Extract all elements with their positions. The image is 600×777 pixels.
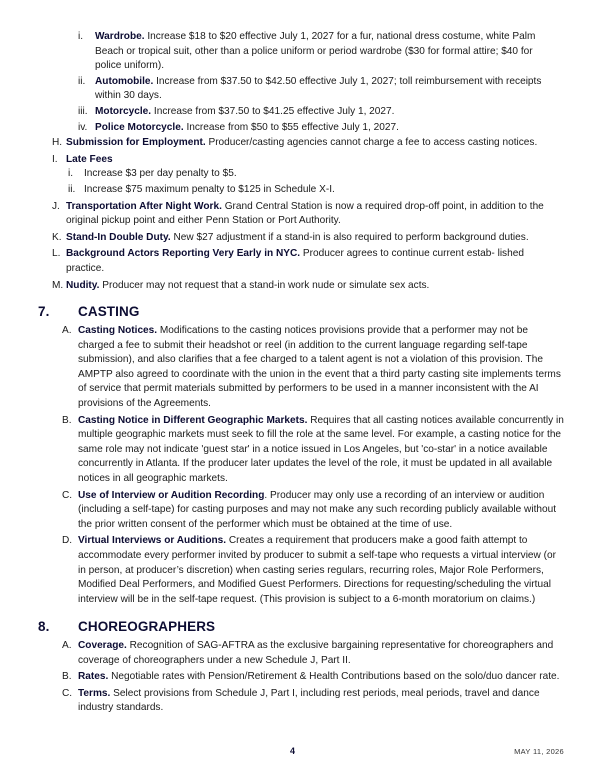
item-heading: Wardrobe. — [95, 31, 145, 42]
list-item-casting-notices — [62, 324, 564, 412]
item-text: Producer/casting agencies cannot charge a fee to access casting notices. — [205, 137, 538, 149]
list-marker: I. — [52, 153, 58, 165]
section-number: 8. — [38, 619, 50, 634]
section-casting — [38, 304, 564, 609]
list-item-nudity — [52, 279, 554, 294]
item-heading: Submission for Employment. — [66, 137, 206, 149]
list-item-late-fees — [52, 153, 554, 198]
item-text: Increase $3 per day penalty to $5. — [84, 168, 237, 180]
list-marker: C. — [62, 687, 73, 699]
list-item-police-motorcycle — [64, 121, 554, 136]
item-text: Negotiable rates with Pension/Retirement & Health Contributions based on the solo/duo dancer rate. — [108, 671, 560, 683]
item-text: Increase from $37.50 to $41.25 effective July 1, 2027. — [151, 105, 395, 117]
item-heading: Late Fees — [66, 153, 113, 165]
item-text: Increase from $50 to $55 effective July 1, 2027. — [183, 121, 399, 133]
letter-list — [52, 136, 554, 293]
list-marker: iv. — [78, 121, 88, 133]
item-text: Grand Central Station is now a required drop-off point, in addition to the original pickup point and either Penn Station or Port Authority. — [66, 200, 544, 227]
list-marker: J. — [52, 200, 60, 212]
item-text: New $27 adjustment if a stand-in is also required to perform background duties. — [170, 231, 529, 243]
item-heading: Police Motorcycle. — [95, 121, 184, 133]
list-marker: D. — [62, 535, 73, 547]
list-marker: A. — [62, 640, 72, 651]
list-marker: ii. — [68, 183, 76, 195]
item-text: Increase from $37.50 to $42.50 effective July 1, 2027; toll reimbursement with receipts within 30 days. — [95, 75, 542, 102]
item-text: . Producer may only use a recording of an interview or audition (including a self-tape) for casting purposes and may not make any such recording publicly available without the prior written consent of the performer which must be obtained at the time of use. — [78, 489, 557, 530]
item-text: Select provisions from Schedule J, Part I, including rest periods, meal periods, travel and dance industry standards. — [78, 687, 540, 714]
list-marker: L. — [52, 248, 61, 260]
item-heading: Nudity. — [66, 279, 100, 291]
casting-list — [62, 324, 564, 607]
list-marker: ii. — [78, 75, 86, 87]
list-marker: i. — [68, 168, 74, 180]
section-number: 7. — [38, 304, 50, 319]
item-text: Increase $75 maximum penalty to $125 in Schedule X-I. — [84, 183, 335, 195]
list-marker: i. — [78, 31, 84, 42]
item-heading: Rates. — [78, 671, 109, 683]
item-text: Recognition of SAG-AFTRA as the exclusive bargaining representative for choreographers and coverage of choreographers under a new Schedule J, Part II. — [78, 640, 554, 666]
list-item-automobile — [64, 75, 554, 104]
list-item — [66, 183, 554, 198]
list-item-motorcycle — [64, 105, 554, 120]
item-text: Increase $18 to $20 effective July 1, 2027 for a fur, national dress costume, white Palm Beach or tropical suit, other than a police uniform or period wardrobe ($30 for formal attire; $40 for police uniform). — [95, 31, 536, 72]
section-choreographers — [38, 619, 564, 718]
list-marker: A. — [62, 325, 72, 336]
item-heading: Background Actors Reporting Very Early in NYC. — [66, 248, 301, 260]
page-number: 4 — [290, 746, 296, 756]
list-marker: iii. — [78, 105, 88, 117]
section-title: CHOREOGRAPHERS — [78, 619, 216, 634]
footer-date: MAY 11, 2026 — [514, 747, 564, 756]
continued-list — [52, 30, 554, 295]
item-heading: Transportation After Night Work. — [66, 200, 222, 212]
list-item-submission — [52, 136, 554, 151]
item-text: Requires that all casting notices available concurrently in multiple geographic markets must seek to fill the role at the same level. For example, a casting notice for the same role may not indicate 'guest star' in a notice issued in Los Angeles, but 'co-star' in a notice available concurrently in Atlanta. If the producer later updates the level of the role, it must be updated in all available notices in all geographic markets. — [78, 414, 564, 484]
list-item-coverage — [62, 639, 564, 668]
list-marker: B. — [62, 671, 72, 683]
item-heading: Casting Notice in Different Geographic Markets. — [78, 414, 308, 426]
section-title: CASTING — [78, 304, 140, 319]
item-heading: Stand-In Double Duty. — [66, 231, 171, 243]
item-heading: Coverage. — [78, 640, 127, 651]
item-heading: Motorcycle. — [95, 105, 152, 117]
item-heading: Virtual Interviews or Auditions. — [78, 535, 227, 547]
item-text: Producer may not request that a stand-in work nude or simulate sex acts. — [99, 279, 430, 291]
list-marker: K. — [52, 231, 62, 243]
list-item-virtual-interviews — [62, 534, 564, 607]
list-marker: M. — [52, 279, 64, 291]
section-heading — [38, 619, 564, 635]
item-heading: Use of Interview or Audition Recording — [78, 489, 265, 501]
item-text: Creates a requirement that producers make a good faith attempt to accommodate every performer invited by producer to submit a self-tape who requests a virtual interview (or in person, at producer’s discretion) when casting series regulars, recurring roles, Major Role Performers, Modified Deal Performers, and Modified Guest Performers. Directions for requesting/scheduling the virtual interview will be in the self-tape request. (This provision is subject to a 6-month moratorium on claims.) — [78, 535, 556, 605]
item-text: Modifications to the casting notices provisions provide that a performer may not be charged a fee to submit their headshot or reel (in addition to the current language regarding self-tape submission), and also clarifies that a fee charged to a talent agent is not a violation of this provision. The AMPTP also agreed to coordinate with the union in the event that a third party casting site implements terms of service that permit materials submitted by performers to be used in a manner inconsistent with the AI provisions of the Agreements. — [78, 325, 561, 409]
list-item — [66, 167, 554, 182]
list-marker: B. — [62, 414, 72, 426]
choreographers-list — [62, 639, 564, 716]
roman-list-g — [64, 30, 554, 135]
item-text: Producer agrees to continue current estab- lished practice. — [66, 248, 524, 274]
list-item-background-actors — [52, 247, 554, 276]
late-fees-sublist — [66, 167, 554, 197]
list-item-stand-in — [52, 231, 554, 246]
section-heading — [38, 304, 564, 320]
list-item-terms — [62, 687, 564, 716]
item-heading: Terms. — [78, 687, 111, 699]
list-item-transportation — [52, 200, 554, 229]
item-heading: Automobile. — [95, 75, 154, 87]
list-marker: H. — [52, 137, 63, 149]
item-heading: Casting Notices. — [78, 325, 158, 336]
list-item-audition-recording — [62, 489, 564, 533]
list-marker: C. — [62, 489, 73, 501]
list-item-wardrobe — [64, 30, 554, 74]
list-item-rates — [62, 670, 564, 685]
list-item-geographic-markets — [62, 414, 564, 487]
